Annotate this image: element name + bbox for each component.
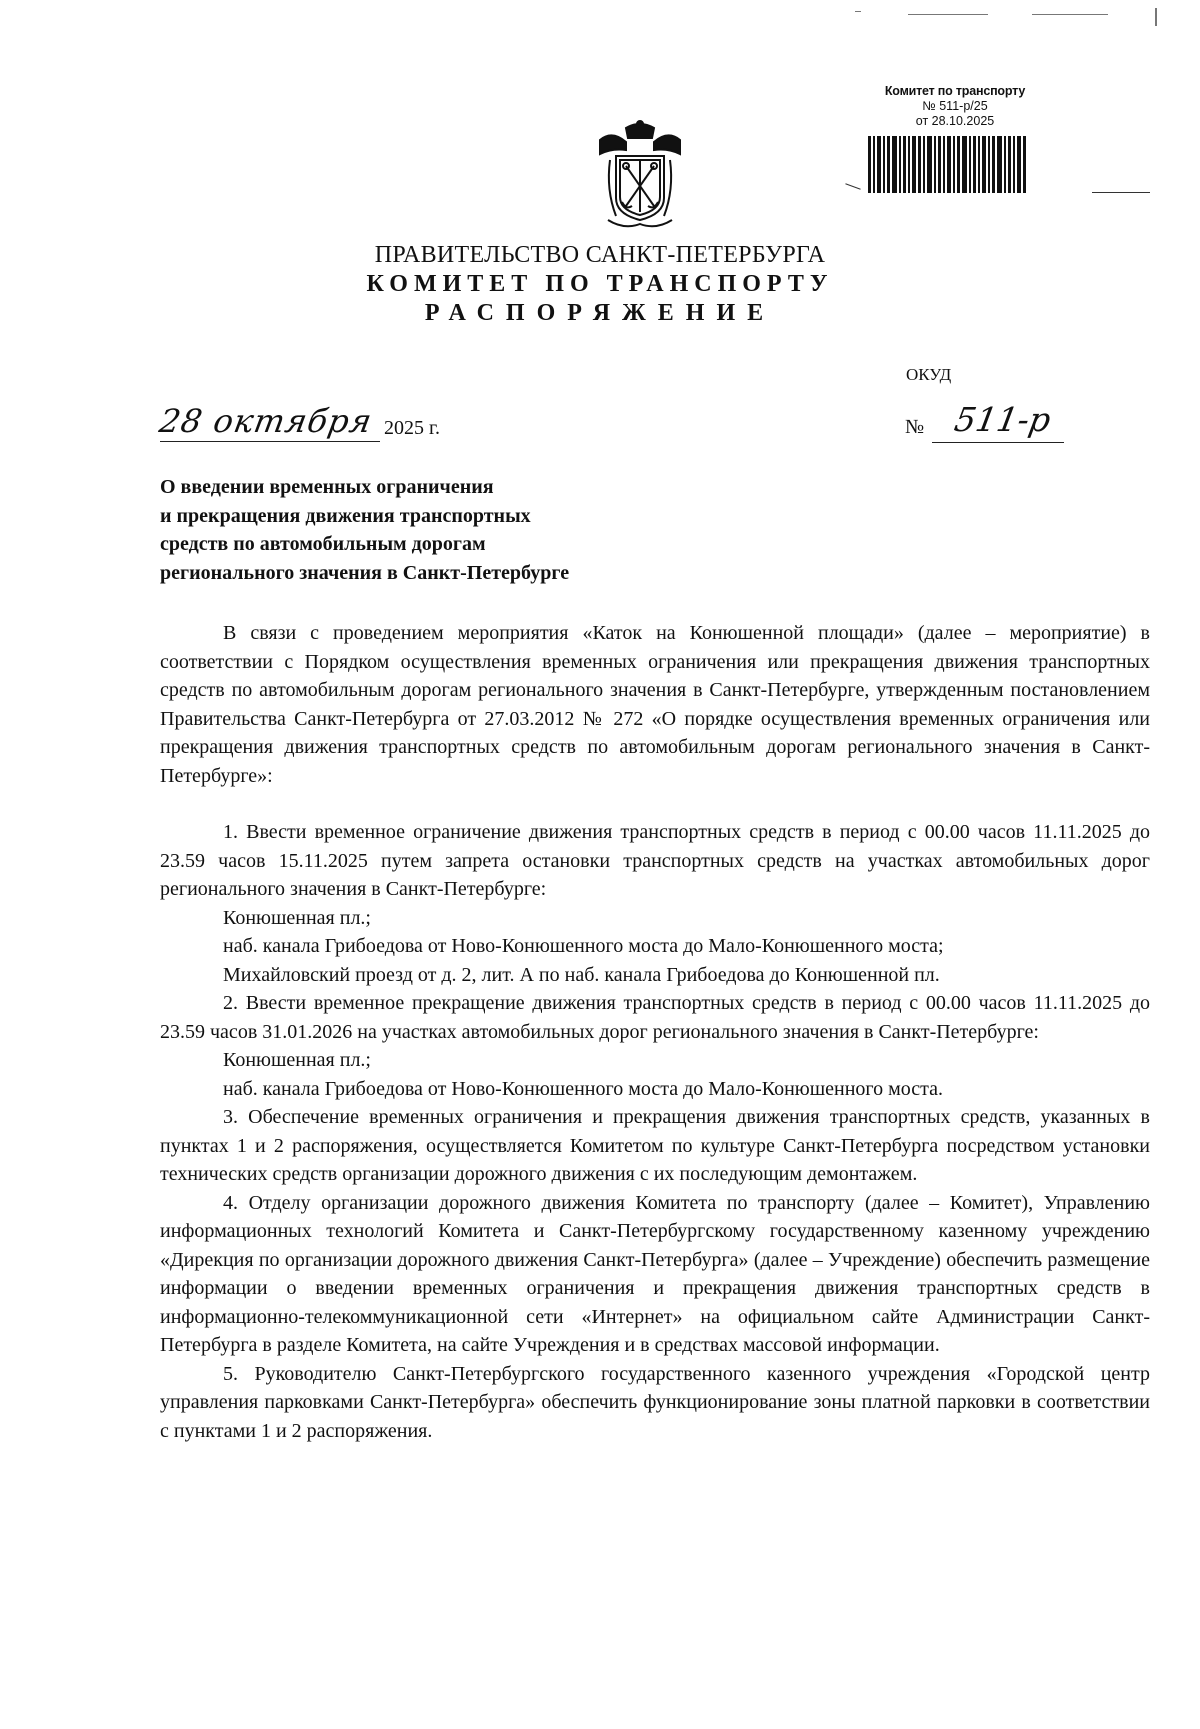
subject-line: О введении временных ограничения: [160, 476, 494, 498]
clause-1-item: Михайловский проезд от д. 2, лит. А по наб. канала Грибоедова до Конюшенной пл.: [223, 963, 940, 986]
subject-line: регионального значения в Санкт-Петербурге: [160, 561, 570, 584]
stamp-number: № 511-р/25: [922, 99, 988, 113]
clause-3: 3. Обеспечение временных ограничения и прекращения движения транспортных средств, указанных в пунктах 1 и 2 распоряжения, осуществляется Комитетом по культуре Санкт-Петербурга посредством установки технических средств организации дорожного движения с их последующим демонтажем.: [160, 1106, 1150, 1185]
subject-line: средств по автомобильным дорогам: [160, 533, 486, 555]
date-underline: [160, 441, 380, 442]
document-subject: [160, 473, 760, 587]
government-title: ПРАВИТЕЛЬСТВО САНКТ-ПЕТЕРБУРГА: [374, 242, 826, 268]
preamble-paragraph: В связи с проведением мероприятия «Каток на Конюшенной площади» (далее – мероприятие) в соответствии с Порядком осуществления временных ограничения или прекращения движения транспортных средств по автомобильным дорогам регионального значения в Санкт-Петербурге, утвержденным постановлением Правительства Санкт-Петербурга от 27.03.2012 № 272 «О порядке осуществления временных ограничения или прекращения движения транспортных средств по автомобильным дорогам регионального значения в Санкт-Петербурге»:: [160, 622, 1150, 787]
subject-line: и прекращения движения транспортных: [160, 504, 531, 527]
document-type: РАСПОРЯЖЕНИЕ: [424, 300, 776, 326]
number-label: №: [905, 416, 925, 438]
coat-of-arms-emblem: [592, 120, 688, 232]
document-body: [160, 619, 1150, 1445]
clause-1-item: наб. канала Грибоедова от Ново-Конюшенного моста до Мало-Конюшенного моста;: [223, 935, 944, 957]
handwritten-date: 28 октября: [156, 402, 376, 440]
scan-artifact: [908, 14, 988, 15]
stamp-mark: [845, 183, 860, 189]
scan-artifact: [1032, 14, 1108, 15]
clause-5: 5. Руководителю Санкт-Петербургского государственного казенного учреждения «Городской центр управления парковками Санкт-Петербурга» обеспечить функционирование зоны платной парковки в соответствии с пунктами 1 и 2 распоряжения.: [160, 1362, 1150, 1442]
stamp-org: Комитет по транспорту: [884, 84, 1026, 98]
clause-1: 1. Ввести временное ограничение движения транспортных средств в период с 00.00 часов 11.11.2025 до 23.59 часов 15.11.2025 путем запрета остановки транспортных средств на участках автомобильных дорог регионального значения в Санкт-Петербурге:: [160, 821, 1150, 900]
stamp-underline: [1092, 192, 1150, 193]
committee-title: КОМИТЕТ ПО ТРАНСПОРТУ: [366, 271, 834, 297]
clause-1-item: Конюшенная пл.;: [223, 906, 371, 929]
scan-artifact: [855, 11, 861, 12]
scan-artifact: [1155, 8, 1157, 26]
okud-label: ОКУД: [906, 365, 952, 384]
handwritten-number: 511-р: [951, 400, 1054, 439]
barcode: [868, 136, 1058, 193]
number-underline: [932, 442, 1064, 443]
clause-2-item: Конюшенная пл.;: [223, 1049, 371, 1071]
clause-2: 2. Ввести временное прекращение движения транспортных средств в период с 00.00 часов 11.11.2025 до 23.59 часов 31.01.2026 на участках автомобильных дорог регионального значения в Санкт-Петербурге:: [160, 992, 1150, 1043]
stamp-date: от 28.10.2025: [915, 114, 995, 128]
clause-4: 4. Отделу организации дорожного движения Комитета по транспорту (далее – Комитет), Управлению информационных технологий Комитета и Санкт-Петербургскому государственному казенному учреждению «Дирекция по организации дорожного движения Санкт-Петербурга» (далее – Учреждение) обеспечить размещение информации о введении временных ограничения и прекращения движения транспортных средств в информационно-телекоммуникационной сети «Интернет» на официальном сайте Администрации Санкт-Петербурга в разделе Комитета, на сайте Учреждения и в средствах массовой информации.: [160, 1191, 1150, 1356]
date-year: 2025 г.: [384, 417, 440, 439]
registration-stamp: [835, 84, 1075, 129]
clause-2-item: наб. канала Грибоедова от Ново-Конюшенного моста до Мало-Конюшенного моста.: [223, 1077, 944, 1100]
